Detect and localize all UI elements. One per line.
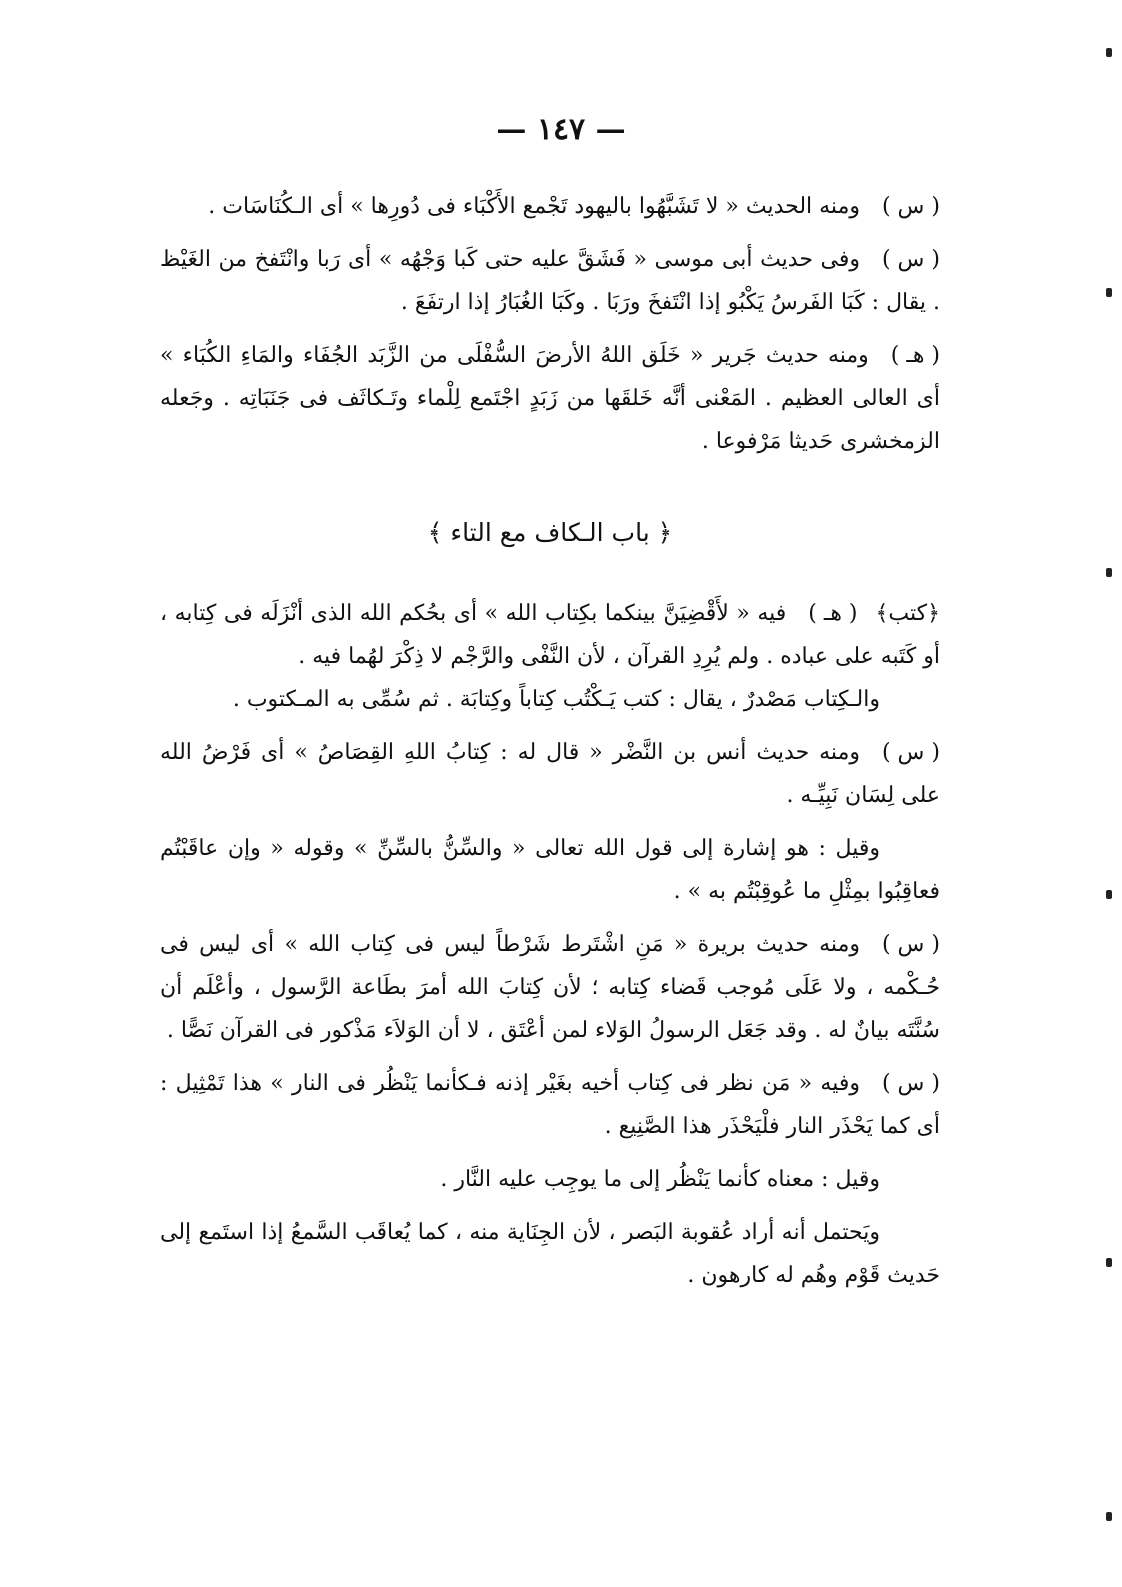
paragraph-text: فيه « لأَقْضِيَنَّ بينكما بكِتاب الله » أى بحُكم الله الذى أنْزَلَه فى كِتابه ، أو كَتَبه على عباده . ولم يُرِدِ القرآن ، لأن النَّفْى والرَّجْم لا ذِكْرَ لهُما فيه . xyxy=(160,601,940,669)
paragraph xyxy=(160,334,940,463)
entry-paragraph xyxy=(160,592,940,678)
paragraph-text: ومنه حديث جَرير « خَلَق اللهُ الأرضَ السُّفْلَى من الزَّبَد الجُفَاء والمَاءِ الكُبَاء » أى العالى العظيم . المَعْنى أنَّه خَلقَها من زَبَدٍ اجْتَمع لِلْماء وتَـكاثَف فى جَنَبَاتِه . وجَعله الزمخشرى حَديثا مَرْفوعا . xyxy=(160,343,940,454)
source-marker: ( س ) xyxy=(881,740,940,765)
source-marker: ( هـ ) xyxy=(808,601,858,626)
source-marker: ( هـ ) xyxy=(890,343,940,368)
paragraph xyxy=(160,185,940,228)
scan-edge-mark xyxy=(1106,568,1112,577)
scan-edge-mark xyxy=(1106,1258,1112,1267)
source-marker: ( س ) xyxy=(881,932,940,957)
paragraph xyxy=(160,1062,940,1148)
paragraph: وقيل : هو إشارة إلى قول الله تعالى « والسِّنُّ بالسِّنِّ » وقوله « وإن عاقَبْتُم فعاقِبُوا بمِثْلِ ما عُوقِبْتُم به » . xyxy=(160,836,940,904)
paragraph xyxy=(160,731,940,817)
paragraph-text: وفى حديث أبى موسى « فَشَقَّ عليه حتى كَبا وَجْهُه » أى رَبا وانْتَفخ من الغَيْظ . يقال : كَبَا الفَرسُ يَكْبُو إذا انْتَفخَ ورَبَا . وكَبَا الغُبَارُ إذا ارتفَعَ . xyxy=(160,247,940,315)
source-marker: ( س ) xyxy=(881,1071,940,1096)
scan-edge-mark xyxy=(1106,48,1112,57)
paragraph: وقيل : معناه كأنما يَنْظُر إلى ما يوجِب عليه النَّار . xyxy=(440,1167,880,1192)
scan-edge-mark xyxy=(1106,1512,1112,1521)
source-marker: ( س ) xyxy=(881,194,940,219)
paragraph xyxy=(160,923,940,1052)
paragraph-text: ومنه حديث بريرة « مَنِ اشْتَرط شَرْطاً ليس فى كِتاب الله » أى ليس فى حُـكْمه ، ولا عَلَى مُوجب قَضاء كِتابه ؛ لأن كِتابَ الله أمرَ بطَاعة الرَّسول ، وأعْلَم أن سُنَّتَه بيانٌ له . وقد جَعَل الرسولُ الوَلاء لمن أعْتَق ، لا أن الوَلاَء مَذْكور فى القرآن نَصًّا . xyxy=(160,932,940,1043)
main-text xyxy=(160,185,940,1297)
entry-headword: ﴿كتب﴾ xyxy=(875,601,940,626)
chapter-heading: ﴿ باب الـكاف مع التاء ﴾ xyxy=(427,518,673,547)
paragraph-text: ومنه الحديث « لا تَشَبَّهُوا باليهود تَجْمع الأَكْبَاء فى دُورِها » أى الـكُنَاسَات . xyxy=(208,194,860,219)
paragraph-text: ومنه حديث أنس بن النَّضْر « قال له : كِتابُ اللهِ القِصَاصُ » أى فَرْضُ الله على لِسَان نَبِيِّـه . xyxy=(160,740,940,808)
paragraph-text: وفيه « مَن نظر فى كِتاب أخيه بغَيْر إذنه فـكأنما يَنْظُر فى النار » هذا تَمْثِيل : أى كما يَحْذَر النار فلْيَحْذَر هذا الصَّنِيع . xyxy=(160,1071,940,1139)
scan-edge-mark xyxy=(1106,288,1112,297)
page-number: — ١٤٧ — xyxy=(496,112,626,147)
paragraph: والـكِتاب مَصْدرٌ ، يقال : كتب يَـكْتُب كِتاباً وكِتابَة . ثم سُمِّى به المـكتوب . xyxy=(232,687,880,712)
scan-edge-mark xyxy=(1106,890,1112,899)
paragraph xyxy=(160,238,940,324)
paragraph: ويَحتمل أنه أراد عُقوبة البَصر ، لأن الجِنَاية منه ، كما يُعاقَب السَّمعُ إذا استَمع إلى حَديث قَوْم وهُم له كارهون . xyxy=(160,1220,940,1288)
source-marker: ( س ) xyxy=(881,247,940,272)
